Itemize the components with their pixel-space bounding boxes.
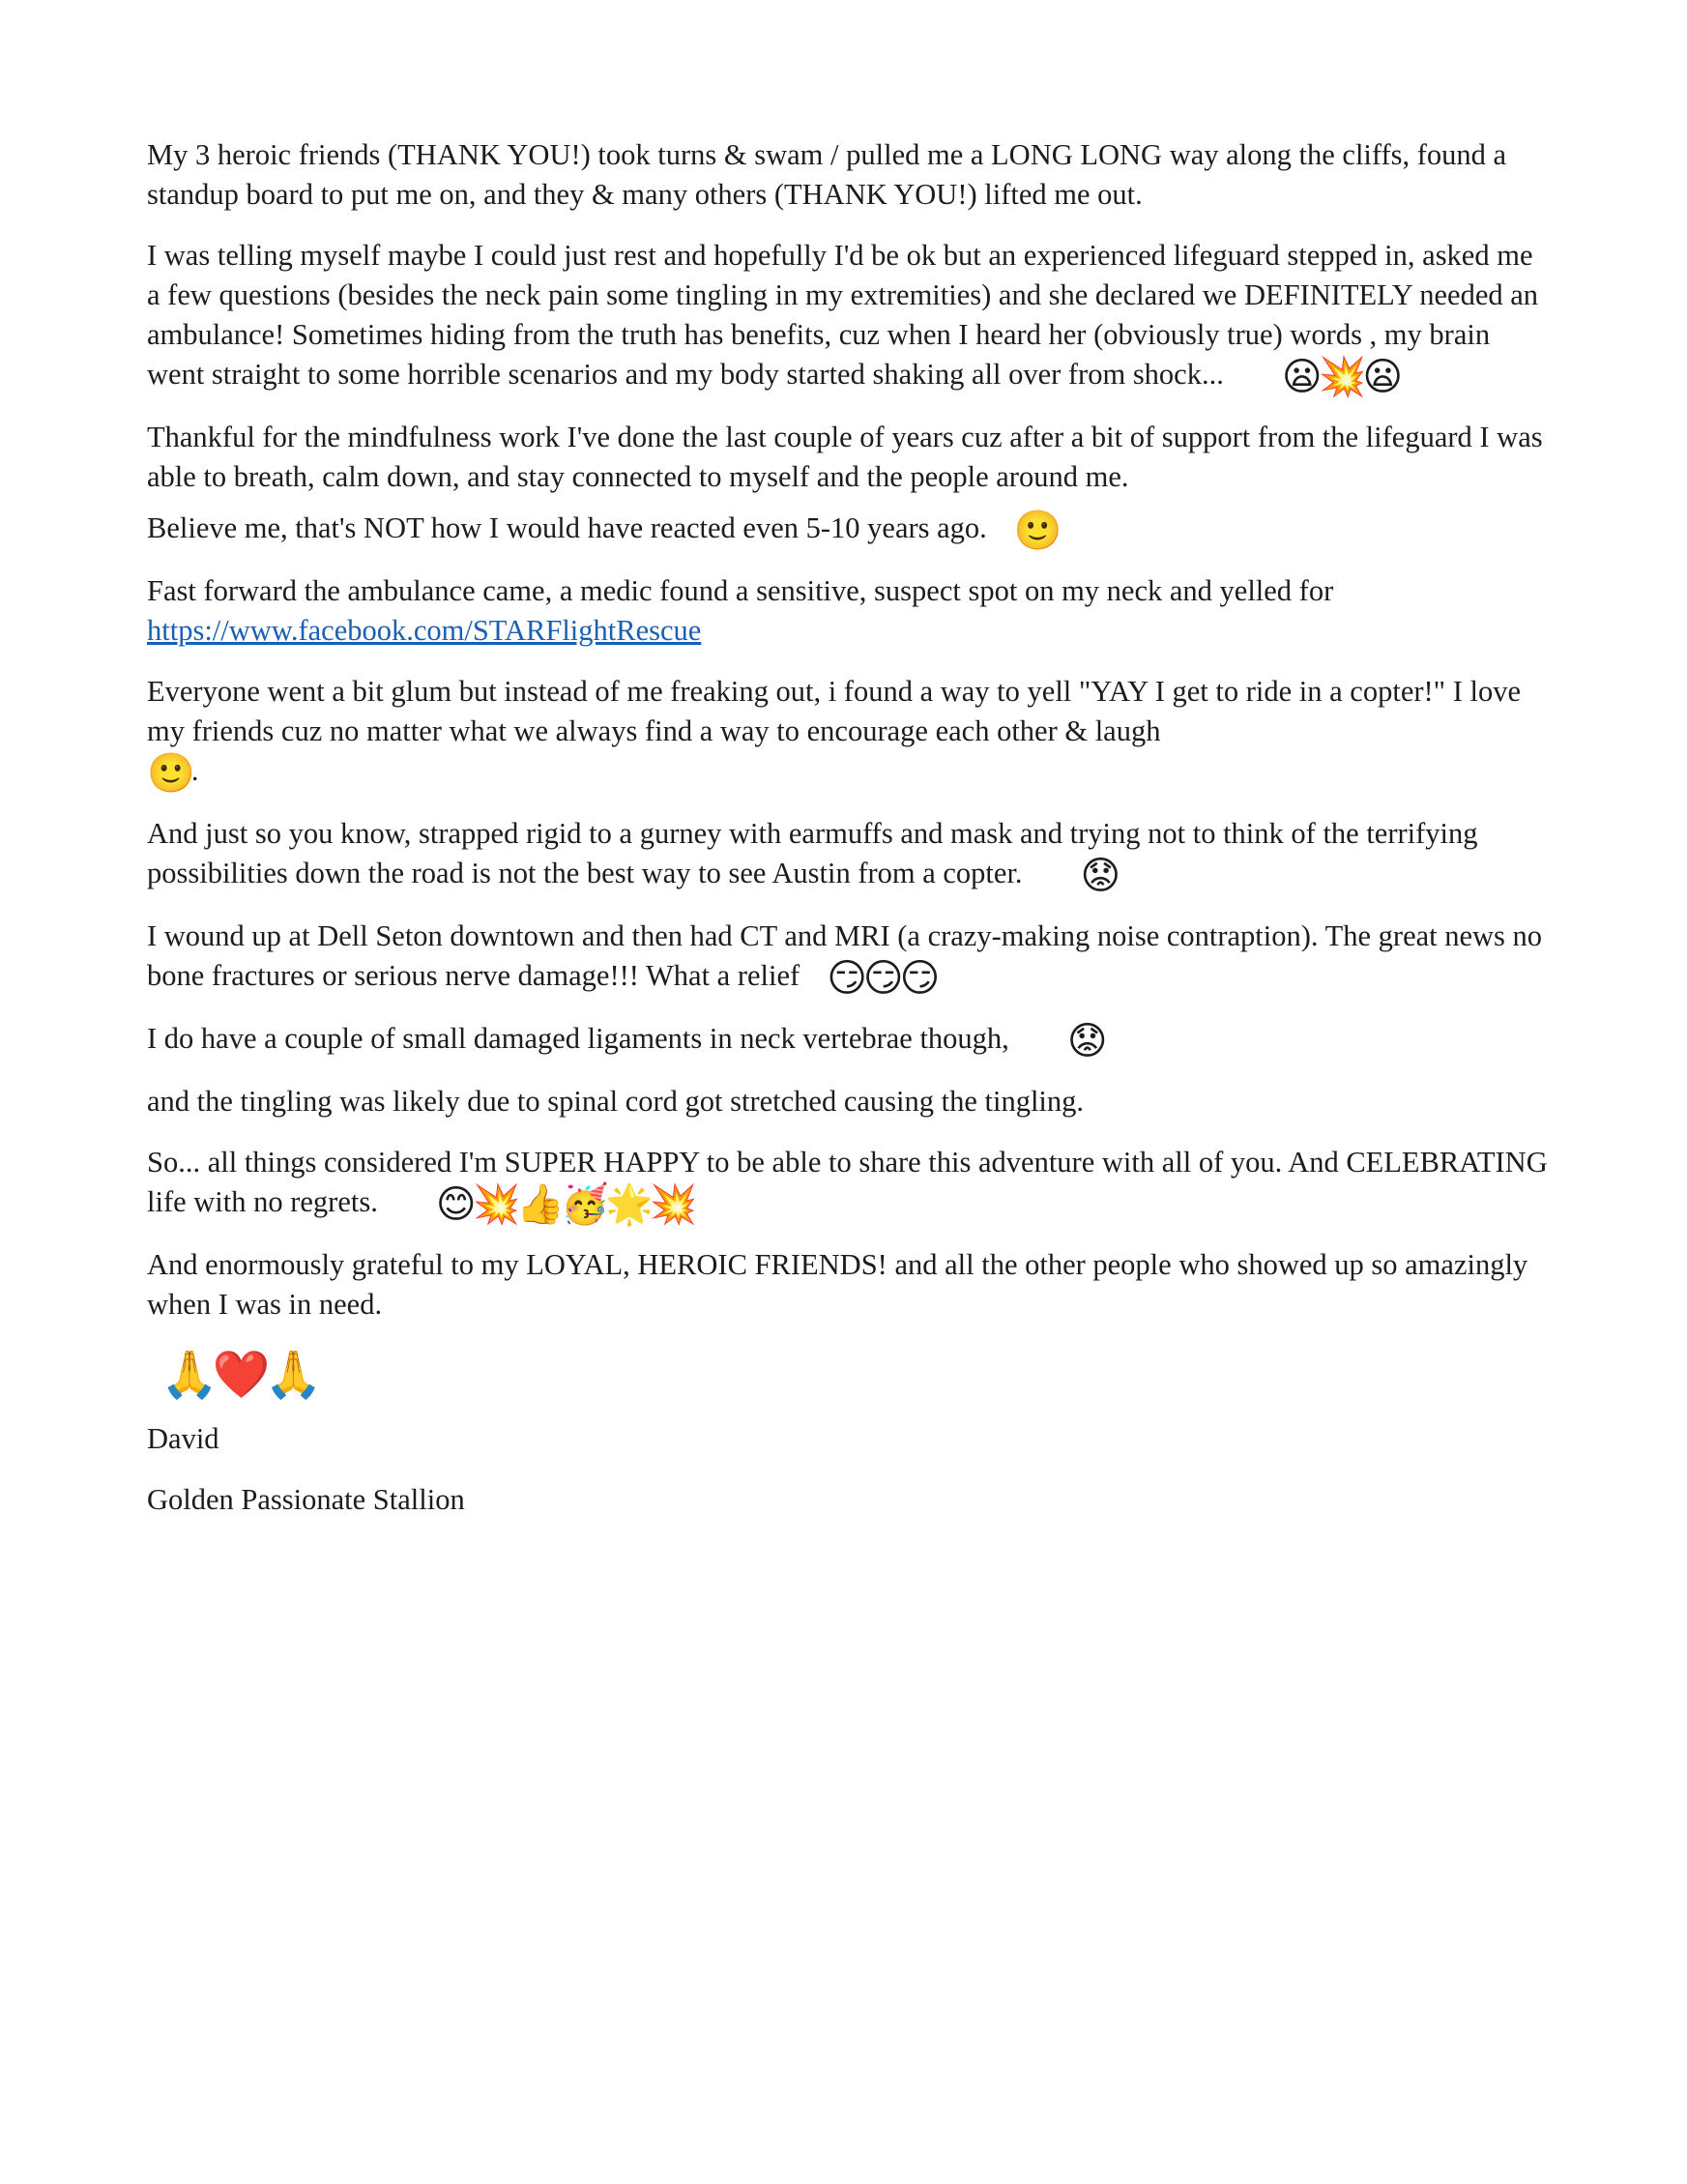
paragraph-mindfulness bbox=[147, 418, 1549, 497]
paragraph-copter-tail: . bbox=[190, 754, 199, 787]
worried-explosion-emoji: 😦💥😦 bbox=[1281, 355, 1400, 399]
paragraph-rescue-text: My 3 heroic friends (THANK YOU!) took turns & swam / pulled me a LONG LONG way along the cliffs, found a standup board to put me on, and they & many others (THANK YOU!) lifted me out. bbox=[147, 138, 1507, 211]
paragraph-tingling bbox=[147, 1082, 1549, 1121]
worried-emoji-2: 😟 bbox=[1066, 1019, 1104, 1063]
paragraph-hospital bbox=[147, 917, 1549, 1001]
paragraph-believe bbox=[147, 509, 1549, 553]
paragraph-ligaments-text: I do have a couple of small damaged ligaments in neck vertebrae though, bbox=[147, 1022, 1009, 1055]
signature-title: Golden Passionate Stallion bbox=[147, 1483, 465, 1516]
paragraph-ambulance-text: Fast forward the ambulance came, a medic found a sensitive, suspect spot on my neck and yelled for bbox=[147, 574, 1334, 607]
paragraph-believe-text: Believe me, that's NOT how I would have reacted even 5-10 years ago. bbox=[147, 511, 987, 544]
paragraph-tingling-text: and the tingling was likely due to spinal cord got stretched causing the tingling. bbox=[147, 1085, 1085, 1118]
worried-emoji: 😟 bbox=[1080, 854, 1118, 898]
paragraph-copter-text: Everyone went a bit glum but instead of me freaking out, i found a way to yell "YAY I get to ride in a copter!" I love my friends cuz no matter what we always find a way to encourage each other & laugh bbox=[147, 675, 1522, 747]
smile-emoji-2: 🙂 bbox=[147, 751, 191, 796]
prayer-heart-emoji: 🙏❤️🙏 bbox=[160, 1348, 317, 1402]
paragraph-celebrating bbox=[147, 1143, 1549, 1227]
paragraph-gurney-text: And just so you know, strapped rigid to a gurney with earmuffs and mask and trying not to think of the terrifying possibilities down the road is not the best way to see Austin from a copter. bbox=[147, 817, 1478, 889]
paragraph-gurney bbox=[147, 814, 1549, 898]
paragraph-copter bbox=[147, 672, 1549, 796]
paragraph-ligaments bbox=[147, 1019, 1549, 1061]
paragraph-lifeguard-text: I was telling myself maybe I could just rest and hopefully I'd be ok but an experienced lifeguard stepped in, asked me a few questions (besides the neck pain some tingling in my extremities) and she declared we DEFINITELY needed an ambulance! Sometimes hiding from the truth has benefits, cuz when I heard her (obviously true) words , my brain went straight to some horrible scenarios and my body started shaking all over from shock... bbox=[147, 239, 1539, 391]
paragraph-grateful-text: And enormously grateful to my LOYAL, HEROIC FRIENDS! and all the other people who showed up so amazingly when I was in need. bbox=[147, 1248, 1528, 1321]
paragraph-mindfulness-text: Thankful for the mindfulness work I've done the last couple of years cuz after a bit of support from the lifeguard I was able to breath, calm down, and stay connected to myself and the people around me. bbox=[147, 421, 1543, 493]
paragraph-grateful bbox=[147, 1245, 1549, 1325]
relief-emoji: 😏😏😏 bbox=[827, 956, 937, 1001]
paragraph-celebrating-text: So... all things considered I'm SUPER HAPPY to be able to share this adventure with all of you. And CELEBRATING life with no regrets. bbox=[147, 1146, 1548, 1218]
paragraph-lifeguard bbox=[147, 236, 1549, 399]
paragraph-ambulance bbox=[147, 571, 1549, 651]
celebration-emoji: 😊💥👍🥳🌟💥 bbox=[435, 1182, 694, 1227]
starflight-link[interactable]: https://www.facebook.com/STARFlightRescue bbox=[147, 614, 702, 647]
paragraph-rescue bbox=[147, 135, 1549, 215]
signature-name: David bbox=[147, 1422, 219, 1455]
document-page bbox=[147, 135, 1549, 1541]
smile-emoji: 🙂 bbox=[1013, 509, 1059, 553]
paragraph-hospital-text: I wound up at Dell Seton downtown and then had CT and MRI (a crazy-making noise contraption). The great news no bone fractures or serious nerve damage!!! What a relief bbox=[147, 919, 1543, 992]
